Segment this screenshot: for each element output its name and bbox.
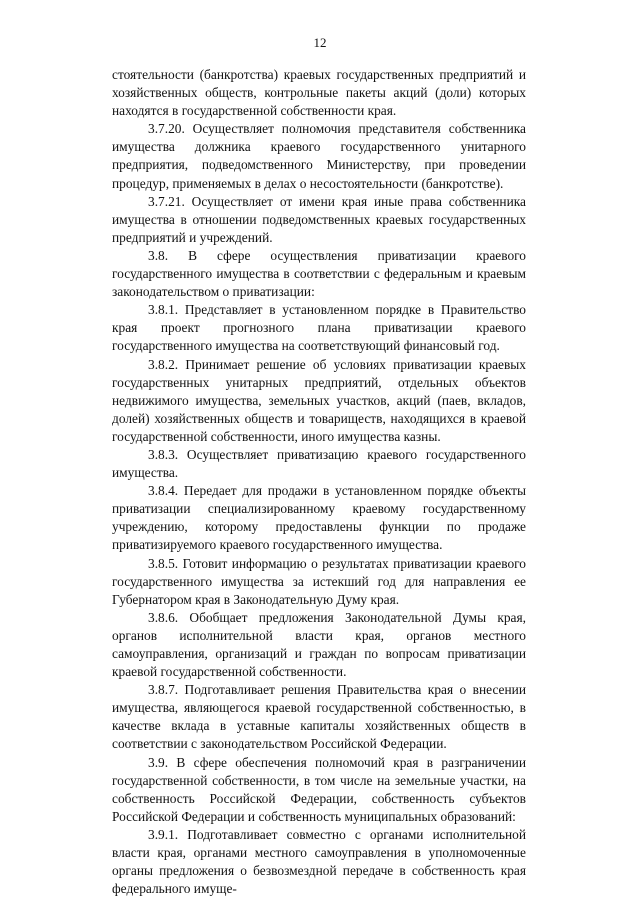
paragraph-3-8-6: 3.8.6. Обобщает предложения Законодательной Думы края, органов исполнительной власти края, органов местного самоуправления, организаций и граждан по вопросам приватизации краевой государственной собственности.	[112, 609, 526, 680]
paragraph-3-8-4: 3.8.4. Передает для продажи в установленном порядке объекты приватизации специализированному краевому государственному учреждению, которому предоставлены функции по продаже приватизируемого краевого государственного имущества.	[112, 483, 526, 553]
paragraph-3-9-1: 3.9.1. Подготавливает совместно с органами исполнительной власти края, органами местного самоуправления в уполномоченные органы предложения о безвозмездной передаче в собственность края федерального имуще-	[112, 826, 526, 897]
document-body	[112, 66, 526, 898]
paragraph-3-8-3: 3.8.3. Осуществляет приватизацию краевого государственного имущества.	[112, 446, 526, 481]
paragraph-3-8-2: 3.8.2. Принимает решение об условиях приватизации краевых государственных унитарных предприятий, отдельных объектов недвижимого имущества, земельных участков, акций (паев, вкладов, долей) хозяйственных обществ и товариществ, находящихся в краевой государственной собственности, иного имущества казны.	[112, 356, 526, 444]
paragraph-3-8-7: 3.8.7. Подготавливает решения Правительства края о внесении имущества, являющегося краевой государственной собственностью, в качестве вклада в уставные капиталы хозяйственных обществ в соответствии с законодательством Российской Федерации.	[112, 682, 526, 752]
paragraph-3-8: 3.8. В сфере осуществления приватизации краевого государственного имущества в соответствии с федеральным и краевым законодательством о приватизации:	[112, 247, 526, 300]
paragraph-3-8-1: 3.8.1. Представляет в установленном порядке в Правительство края проект прогнозного плана приватизации краевого государственного имущества на соответствующий финансовый год.	[112, 302, 526, 354]
paragraph-continued: стоятельности (банкротства) краевых государственных предприятий и хозяйственных обществ, контрольные пакеты акций (доли) которых находятся в государственной собственности края.	[112, 67, 526, 119]
paragraph-3-9: 3.9. В сфере обеспечения полномочий края в разграничении государственной собственности, в том числе на земельные участки, на собственность Российской Федерации, собственность субъектов Российской Федерации и собственность муниципальных образований:	[112, 754, 526, 824]
paragraph-3-8-5: 3.8.5. Готовит информацию о результатах приватизации краевого государственного имущества за истекший год для направления ее Губернатором края в Законодательную Думу края.	[112, 555, 526, 607]
paragraph-3-7-20: 3.7.20. Осуществляет полномочия представителя собственника имущества должника краевого государственного унитарного предприятия, подведомственного Министерству, при проведении процедур, применяемых в делах о несостоятельности (банкротстве).	[112, 121, 526, 191]
page-number: 12	[313, 35, 327, 50]
paragraph-3-7-21: 3.7.21. Осуществляет от имени края иные права собственника имущества в отношении подведомственных краевых государственных предприятий и учреждений.	[112, 193, 526, 245]
